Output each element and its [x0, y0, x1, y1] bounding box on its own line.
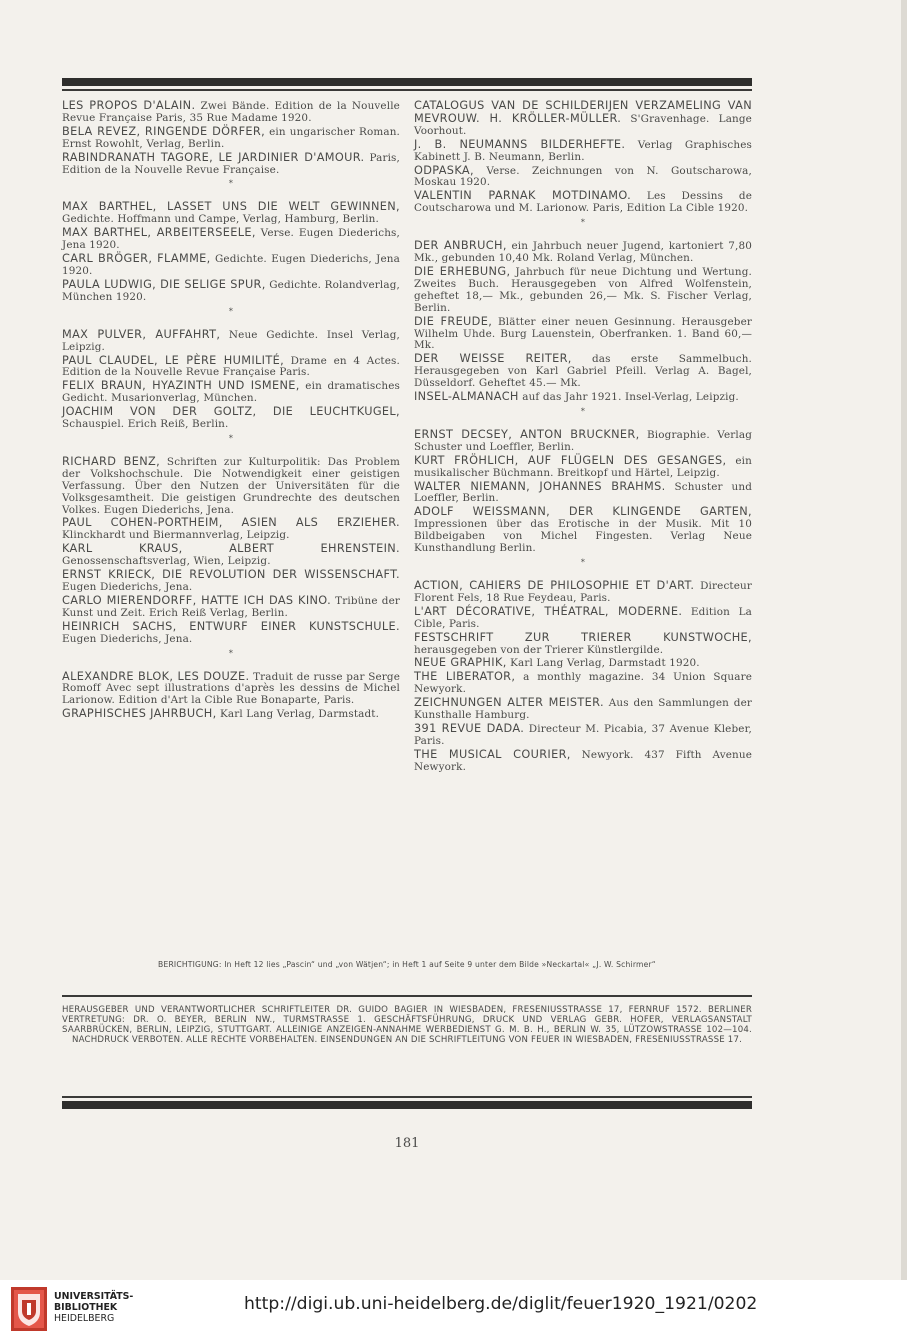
page-edge-shadow: [901, 0, 907, 1280]
book-details: Gedichte. Hoffmann und Campe, Verlag, Hamburg, Berlin.: [62, 213, 379, 226]
book-title: ERNST DECSEY, ANTON BRUCKNER,: [414, 427, 640, 441]
book-listing-entry: [414, 697, 752, 722]
book-title: KARL KRAUS, ALBERT EHRENSTEIN.: [62, 542, 400, 556]
book-details: das erste Sammelbuch. Herausgegeben von Karl Gabriel Pfeill. Verlag A. Bagel, Düsseldorf. Geheftet 45.— Mk.: [414, 353, 752, 390]
book-title: ALEXANDRE BLOK, LES DOUZE.: [62, 669, 250, 683]
book-listing-entry: [62, 406, 400, 431]
book-listing-entry: [62, 380, 400, 405]
book-title: CARLO MIERENDORFF, HATTE ICH DAS KINO.: [62, 593, 332, 607]
book-listing-entry: [62, 201, 400, 226]
heidelberg-library-logo-icon: [10, 1286, 48, 1332]
book-details: Directeur M. Picabia, 37 Avenue Kleber, Paris.: [414, 722, 752, 747]
book-listing-entry: [62, 227, 400, 252]
book-details: Biographie. Verlag Schuster und Loeffler, Berlin.: [414, 428, 752, 453]
book-title: DER WEISSE REITER,: [414, 352, 572, 366]
source-url-link[interactable]: http://digi.ub.uni-heidelberg.de/diglit/feuer1920_1921/0202: [244, 1294, 758, 1314]
section-divider-star: *: [580, 218, 586, 228]
section-divider-star: *: [228, 648, 234, 658]
book-listing-entry: [414, 240, 752, 265]
book-details: Karl Lang Verlag, Darmstadt.: [216, 708, 380, 721]
book-details: herausgegeben von der Trierer Künstlergilde.: [414, 643, 664, 656]
book-title: BELA REVEZ, RINGENDE DÖRFER,: [62, 124, 266, 138]
bottom-rule: [62, 1101, 752, 1109]
correction-note: BERICHTIGUNG: In Heft 12 lies „Pascin“ und „von Wätjen“; in Heft 1 auf Seite 9 unter dem Bilde »Neckartal« „J. W. Schirmer“: [158, 960, 656, 969]
book-title: WALTER NIEMANN, JOHANNES BRAHMS.: [414, 479, 666, 493]
book-title: KURT FRÖHLICH, AUF FLÜGELN DES GESANGES,: [414, 453, 727, 467]
book-listing-entry: [62, 621, 400, 646]
book-title: THE MUSICAL COURIER,: [414, 747, 571, 761]
book-details: ein Jahrbuch neuer Jugend, kartoniert 7,80 Mk., gebunden 10,40 Mk. Roland Verlag, München.: [414, 240, 753, 265]
book-title: DER ANBRUCH,: [414, 239, 507, 253]
book-listing-entry: [414, 429, 752, 454]
book-listing-entry: [414, 749, 752, 774]
book-details: Les Dessins de Coutscharowa und M. Larionow. Paris, Edition La Cible 1920.: [414, 190, 752, 215]
book-title: LES PROPOS D'ALAIN.: [62, 99, 196, 112]
book-title: L'ART DÉCORATIVE, THÉATRAL, MODERNE.: [414, 604, 683, 618]
imprint: HERAUSGEBER UND VERANTWORTLICHER SCHRIFTLEITER DR. GUIDO BAGIER IN WIESBADEN, FRESENIUSSTRASSE 17, FERNRUF 1572. BERLINER VERTRETUNG: DR. O. BEYER, BERLIN NW., TURMSTRASSE 1. GESCHÄFTSFÜHRUNG, DRUCK UND VERLAG GEBR. HOFER, VERLAGSANSTALT SAARBRÜCKEN, BERLIN, LEIPZIG, STUTTGART. ALLEINIGE ANZEIGEN-ANNAHME WERBEDIENST G. M. B. H., BERLIN W. 35, LÜTZOWSTRASSE 102—104. NACHDRUCK VERBOTEN. ALLE RECHTE VORBEHALTEN. EINSENDUNGEN AN DIE SCHRIFTLEITUNG VON FEUER IN WIESBADEN, FRESENIUSSTRASSE 17.: [62, 1005, 752, 1046]
book-details: Genossenschaftsverlag, Wien, Leipzig.: [62, 555, 271, 568]
book-details: Verlag Graphisches Kabinett J. B. Neumann, Berlin.: [414, 138, 752, 163]
book-details: Edition La Cible, Paris.: [414, 605, 752, 630]
book-listing-entry: [62, 152, 400, 177]
book-listing-entry: [414, 632, 752, 657]
book-title: DIE ERHEBUNG,: [414, 264, 511, 278]
book-details: Impressionen über das Erotische in der Musik. Mit 10 Bildbeigaben von Michel Fingesten. Verlag Neue Kunsthandlung Berlin.: [414, 518, 752, 555]
book-details: Schuster und Loeffler, Berlin.: [414, 480, 752, 505]
book-title: HEINRICH SACHS, ENTWURF EINER KUNSTSCHULE.: [62, 619, 400, 633]
book-details: Newyork. 437 Fifth Avenue Newyork.: [414, 748, 752, 773]
book-details: Verse. Eugen Diederichs, Jena 1920.: [62, 227, 400, 252]
book-details: Karl Lang Verlag, Darmstadt 1920.: [506, 657, 700, 670]
book-title: MAX PULVER, AUFFAHRT,: [62, 327, 221, 341]
book-details: Klinckhardt und Biermannverlag, Leipzig.: [62, 529, 290, 542]
section-divider-star: *: [228, 179, 234, 189]
book-listing-entry: [62, 456, 400, 517]
book-title: J. B. NEUMANNS BILDERHEFTE.: [414, 137, 626, 151]
book-listing-entry: [62, 329, 400, 354]
book-listing-entry: [62, 253, 400, 278]
book-details: ein musikalischer Büchmann. Breitkopf und Härtel, Leipzig.: [414, 454, 752, 479]
book-details: Directeur Florent Fels, 18 Rue Feydeau, Paris.: [414, 580, 752, 604]
book-listing-entry: [62, 100, 400, 125]
library-name: [54, 1291, 133, 1324]
book-listing-entry: [414, 606, 752, 631]
book-listing-entry: [62, 355, 400, 380]
book-details: Schriften zur Kulturpolitik: Das Problem der Volkshochschule. Die Notwendigkeit einer geistigen Verfassung. Über den Nutzen der Universitäten für die Volksgesamtheit. Die geistigen Grundrechte des deutschen Volkes. Eugen Diederichs, Jena.: [62, 455, 400, 516]
book-details: Blätter einer neuen Gesinnung. Herausgeber Wilhelm Uhde. Burg Lauenstein, Oberfranken. 1. Band 60,— Mk.: [414, 315, 752, 352]
book-listing-entry: [62, 708, 400, 721]
book-title: ADOLF WEISSMANN, DER KLINGENDE GARTEN,: [414, 505, 752, 519]
book-listing-entry: [414, 723, 752, 748]
book-title: VALENTIN PARNAK MOTDINAMO.: [414, 189, 632, 203]
book-details: Zwei Bände. Edition de la Nouvelle Revue Française Paris, 35 Rue Madame 1920.: [62, 100, 400, 124]
book-title: PAUL COHEN-PORTHEIM, ASIEN ALS ERZIEHER.: [62, 516, 400, 530]
book-listing-entry: [62, 543, 400, 568]
book-title: CARL BRÖGER, FLAMME,: [62, 252, 211, 266]
section-divider-star: *: [580, 406, 586, 416]
top-rule: [62, 78, 752, 86]
imprint-rule-bottom: [62, 1096, 752, 1098]
book-listing-entry: [414, 316, 752, 353]
book-listing-entry: [62, 569, 400, 594]
section-divider-star: *: [228, 433, 234, 443]
book-title: FELIX BRAUN, HYAZINTH UND ISMENE,: [62, 379, 300, 393]
book-title: DIE FREUDE,: [414, 314, 493, 328]
book-title: ODPASKA,: [414, 163, 474, 177]
book-listing-entry: [62, 595, 400, 620]
imprint-rule-top: [62, 995, 752, 997]
book-listing-entry: [414, 353, 752, 390]
library-name-line1: UNIVERSITÄTS-: [54, 1291, 134, 1302]
left-column: [62, 100, 400, 722]
book-listing-entry: [414, 580, 752, 605]
book-details: Paris, Edition de la Nouvelle Revue Française.: [62, 151, 400, 176]
library-name-line3: HEIDELBERG: [54, 1313, 115, 1324]
book-listing-entry: [414, 671, 752, 696]
book-title: GRAPHISCHES JAHRBUCH,: [62, 707, 217, 721]
book-title: INSEL-ALMANACH: [414, 390, 519, 404]
book-details: Gedichte. Eugen Diederichs, Jena 1920.: [62, 253, 400, 277]
book-details: ein ungarischer Roman. Ernst Rowohlt, Verlag, Berlin.: [62, 125, 400, 150]
book-details: Drame en 4 Actes. Edition de la Nouvelle Revue Française Paris.: [62, 354, 400, 379]
book-listing-entry: [62, 126, 400, 151]
book-title: THE LIBERATOR,: [414, 670, 516, 684]
book-title: RICHARD BENZ,: [62, 454, 161, 468]
book-title: PAUL CLAUDEL, LE PÈRE HUMILITÉ,: [62, 353, 285, 367]
book-listing-entry: [414, 657, 752, 670]
book-listing-entry: [414, 455, 752, 480]
library-name-line2: BIBLIOTHEK: [54, 1302, 118, 1313]
book-listing-entry: [414, 391, 752, 404]
book-details: auf das Jahr 1921. Insel-Verlag, Leipzig.: [518, 391, 739, 404]
page-number: 181: [394, 1136, 420, 1151]
book-details: ein dramatisches Gedicht. Musarionverlag, München.: [62, 380, 400, 405]
book-details: S'Gravenhage. Lange Voorhout.: [414, 112, 752, 137]
right-column: [414, 100, 752, 775]
top-rule-thin: [62, 89, 752, 91]
book-listing-entry: [414, 100, 752, 138]
book-listing-entry: [62, 671, 400, 708]
book-listing-entry: [414, 165, 752, 190]
book-listing-entry: [414, 139, 752, 164]
book-details: Verse. Zeichnungen von N. Goutscharowa, Moskau 1920.: [414, 164, 752, 189]
book-details: Traduit de russe par Serge Romoff Avec sept illustrations d'après les dessins de Michel Larionow. Edition d'Art la Cible Rue Bonaparte, Paris.: [62, 670, 400, 707]
book-listing-entry: [414, 481, 752, 506]
book-details: Eugen Diederichs, Jena.: [62, 581, 193, 593]
book-title: MAX BARTHEL, ARBEITERSEELE,: [62, 226, 256, 240]
section-divider-star: *: [580, 558, 586, 567]
book-title: ACTION, CAHIERS DE PHILOSOPHIE ET D'ART.: [414, 579, 695, 592]
book-title: RABINDRANATH TAGORE, LE JARDINIER D'AMOUR.: [62, 150, 365, 164]
book-title: PAULA LUDWIG, DIE SELIGE SPUR,: [62, 277, 266, 291]
book-listing-entry: [62, 517, 400, 542]
book-details: Schauspiel. Erich Reiß, Berlin.: [62, 418, 229, 431]
book-listing-entry: [414, 266, 752, 315]
book-details: Eugen Diederichs, Jena.: [62, 632, 193, 645]
book-title: FESTSCHRIFT ZUR TRIERER KUNSTWOCHE,: [414, 630, 752, 644]
book-details: Neue Gedichte. Insel Verlag, Leipzig.: [62, 328, 400, 353]
book-details: Tribüne der Kunst und Zeit. Erich Reiß Verlag, Berlin.: [62, 594, 400, 619]
book-details: a monthly magazine. 34 Union Square Newyork.: [414, 671, 752, 696]
book-title: JOACHIM VON DER GOLTZ, DIE LEUCHTKUGEL,: [62, 405, 400, 419]
book-title: ZEICHNUNGEN ALTER MEISTER.: [414, 696, 604, 710]
book-title: 391 REVUE DADA.: [414, 721, 525, 735]
book-title: CATALOGUS VAN DE SCHILDERIJEN VERZAMELING VAN MEVROUW. H. KRÖLLER-MÜLLER.: [414, 99, 752, 125]
book-details: Aus den Sammlungen der Kunsthalle Hamburg.: [414, 697, 753, 722]
book-title: NEUE GRAPHIK,: [414, 656, 507, 670]
book-details: Gedichte. Rolandverlag, München 1920.: [62, 278, 400, 303]
book-listing-entry: [414, 506, 752, 555]
book-title: MAX BARTHEL, LASSET UNS DIE WELT GEWINNEN,: [62, 200, 400, 214]
book-listing-entry: [414, 190, 752, 215]
book-listing-entry: [62, 279, 400, 304]
book-title: ERNST KRIECK, DIE REVOLUTION DER WISSENSCHAFT.: [62, 568, 400, 582]
book-details: Jahrbuch für neue Dichtung und Wertung. Zweites Buch. Herausgegeben von Alfred Wolfenstein, geheftet 18,— Mk., gebunden 26,— Mk. S. Fischer Verlag, Berlin.: [414, 265, 752, 314]
section-divider-star: *: [228, 306, 234, 316]
